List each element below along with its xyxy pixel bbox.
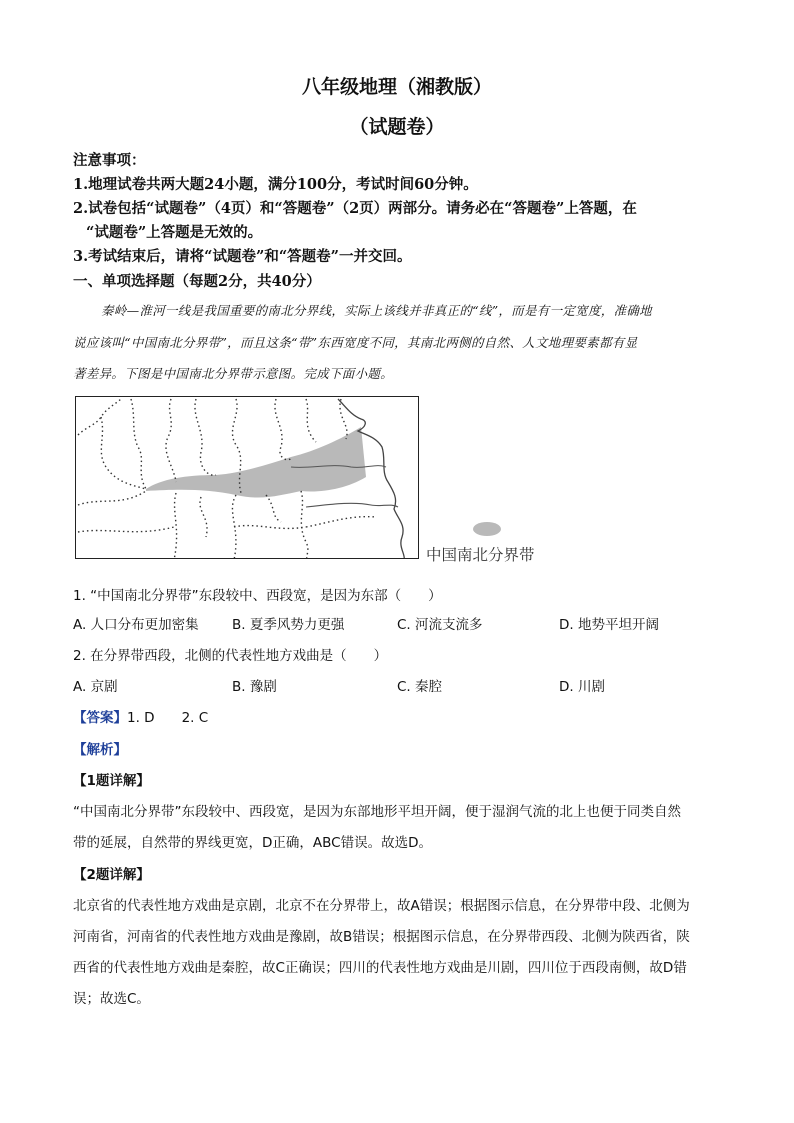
north-south-boundary-map (75, 396, 419, 559)
notice-heading: 注意事项： (73, 152, 146, 169)
legend-swatch (473, 522, 501, 536)
q2-detail-line-4: 误；故选C。 (73, 991, 150, 1007)
analysis-label: 【解析】 (73, 742, 127, 758)
q1-option-d: D. 地势平坦开阔 (559, 617, 659, 633)
q2-detail-label: 【2题详解】 (73, 867, 150, 883)
notice-item-3: 3.考试结束后，请将“试题卷”和“答题卷”一并交回。 (73, 248, 412, 265)
q2-option-d: D. 川剧 (559, 679, 605, 695)
notice-item-1: 1.地理试卷共两大题24小题，满分100分，考试时间60分钟。 (73, 176, 478, 193)
page-title: 八年级地理（湘教版） (301, 76, 492, 98)
river-yangtze (306, 503, 398, 507)
answer-row (73, 706, 208, 726)
q1-detail-line-1: “中国南北分界带”东段较中、西段宽，是因为东部地形平坦开阔，便于湿润气流的北上也便于同类自然 (73, 804, 681, 820)
passage-line-3: 著差异。下图是中国南北分界带示意图。完成下面小题。 (73, 366, 394, 381)
q2-option-b: B. 豫剧 (232, 679, 277, 695)
answer-text: 1. D 2. C (127, 710, 209, 726)
q2-option-a: A. 京剧 (73, 679, 118, 695)
page-subtitle: （试题卷） (349, 116, 445, 138)
q2-option-c: C. 秦腔 (397, 679, 443, 695)
passage-line-2: 说应该叫“中国南北分界带”，而且这条“带”东西宽度不同，其南北两侧的自然、人文地理要素都有显 (73, 335, 638, 350)
notice-item-2: 2.试卷包括“试题卷”（4页）和“答题卷”（2页）两部分。请务必在“答题卷”上答题，在 (73, 200, 637, 217)
question-2-stem: 2. 在分界带西段，北侧的代表性地方戏曲是（ ） (73, 648, 388, 664)
q1-option-c: C. 河流支流多 (397, 617, 483, 633)
notice-item-2-cont: “试题卷”上答题是无效的。 (86, 224, 263, 241)
section-heading: 一、单项选择题（每题2分，共40分） (73, 273, 321, 290)
q2-detail-line-2: 河南省，河南省的代表性地方戏曲是豫剧，故B错误；根据图示信息，在分界带西段、北侧为陕西省，陕 (73, 929, 690, 945)
boundary-band (146, 427, 366, 498)
q1-detail-line-2: 带的延展，自然带的界线更宽，D正确，ABC错误。故选D。 (73, 835, 432, 851)
q2-detail-line-1: 北京省的代表性地方戏曲是京剧，北京不在分界带上，故A错误；根据图示信息，在分界带中段、北侧为 (73, 898, 690, 914)
map-legend-label: 中国南北分界带 (426, 546, 535, 564)
question-1-stem: 1. “中国南北分界带”东段较中、西段宽，是因为东部（ ） (73, 588, 442, 604)
q1-option-a: A. 人口分布更加密集 (73, 617, 199, 633)
q1-option-b: B. 夏季风势力更强 (232, 617, 345, 633)
map-svg (76, 397, 419, 559)
q2-detail-line-3: 西省的代表性地方戏曲是秦腔，故C正确误；四川的代表性地方戏曲是川剧，四川位于西段南侧，故D错 (73, 960, 687, 976)
q1-detail-label: 【1题详解】 (73, 773, 150, 789)
answer-label: 【答案】 (73, 710, 127, 726)
passage-line-1: 秦岭—淮河一线是我国重要的南北分界线，实际上该线并非真正的“线”，而是有一定宽度，准确地 (101, 303, 652, 318)
